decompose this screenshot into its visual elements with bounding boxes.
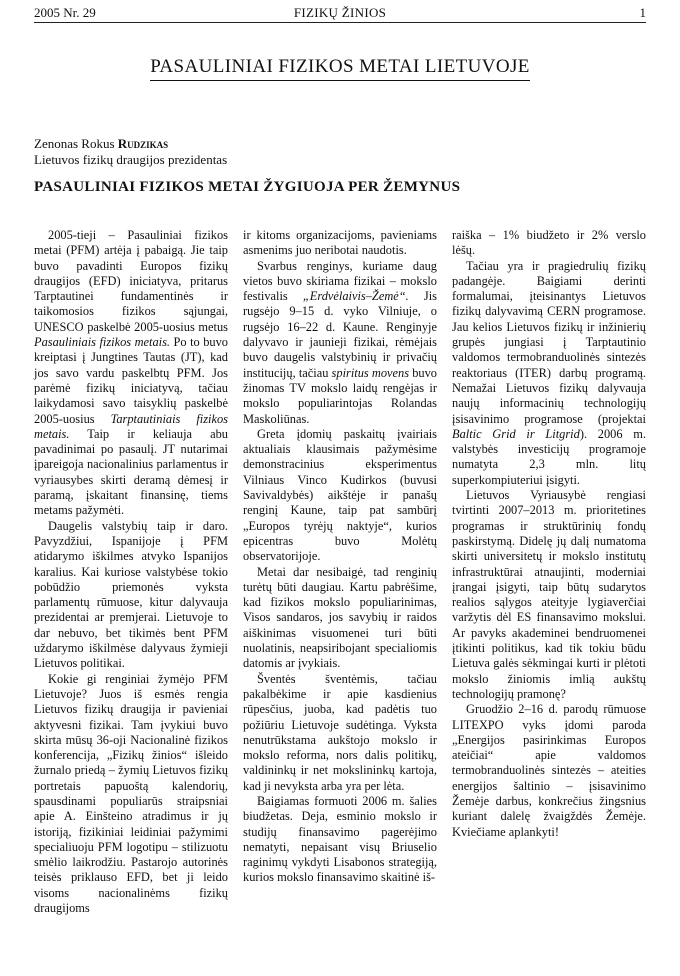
paragraph: Metai dar nesibaigė, tad renginių turėtų būti daugiau. Kartu pabrėšime, kad fizikos mokslo populiarinimas, Visos sandaros, jos savybių ir raidos aiškinimas visuomenei turi būti nuolatinis, neapsiribojant specialiomis datomis ar įvykiais. [243,564,437,671]
paragraph: Kokie gi renginiai žymėjo PFM Lietuvoje? Juos iš esmės rengia Lietuvos fizikų draugija ir pavieniai aktyvesni fizikai. Tam įvykiui buvo skirta mūsų 36-oji Nacionalinė fizikos konferencija, „Fizikų žinios“ išleido žurnalo priedą – žymių Lietuvos fizikų portretais papuoštą kalendorių, spausdinami populiarūs straipsniai apie A. Einšteino atradimus ir jų istoriją, fizikiniai leidiniai pažymimi specialiuoju PFM logotipu – stilizuotu smėlio laikrodžiu. Pastarojo autorinės teisės priklauso EFD, bet ji leido visoms nacionalinėms fizikų draugijoms [34,671,228,916]
author-last-name: Rudzikas [117,136,169,151]
paragraph: Baigiamas formuoti 2006 m. šalies biudžetas. Deja, esminio mokslo ir studijų finansavimo pagerėjimo nematyti, nepaisant visų Briuselio raginimų vykdyti Lisabonos strategiją, kurios mokslo finansavimo skaitinė iš- [243,793,437,885]
article-body [34,228,646,916]
column-1 [34,228,228,916]
paragraph: Daugelis valstybių taip ir daro. Pavyzdžiui, Ispanijoje į PFM atidarymo iškilmes atvyko Ispanijos karalius. Kai kuriose valstybėse tokio pobūdžio priemonės vyksta parlamentų rūmuose, kitur dalyvauja prezidentai ar premjerai. Lietuvoje to dar nebuvo, bet tikimės bent PFM uždarymo iškilmėse dalyvaus žymieji Lietuvos politikai. [34,518,228,671]
paragraph: Greta įdomių paskaitų įvairiais aktualiais klausimais pažymėsime demonstracinius eksperimentus Vilniaus Vinco Kudirkos (buvusi Savivaldybės) aikštėje ir panašų renginį Kaune, taip pat sambūrį „Europos tyrėjų naktyje“, kurios epicentras buvo Molėtų observatorijoje. [243,426,437,564]
author-name [34,136,227,152]
paragraph [34,228,228,519]
text: Tačiau yra ir pragiedrulių fizikų padangėje. Baigiami derinti formalumai, įteisinantys Lietuvos fizikų dalyvavimą CERN programose. Jau kelios Lietuvos fizikų ir inžinierių grupės jungiasi į Tarptautinio valdomos termobranduolinės sintezės reaktoriaus (ITER) darbų programą. Nemažai Lietuvos fizikų dalyvauja naujų informacinių technologijų įsisavinimo programose (projektai [452,258,646,426]
italic-text: „Erdvėlaivis–Žemė“. [302,289,409,304]
issue-number: 2005 Nr. 29 [34,5,96,20]
text: ). 2006 m. valstybės investicijų programoje numatyta 2,3 mln. litų superkompiuteriui įsigyti. [452,426,646,487]
italic-text: Pasauliniais fizikos metais. [34,335,171,350]
text: Po to buvo kreiptasi į Jungtines Tautas (JT), kad jos savo vardu paskelbtų PFM. Jos parėmė fizikų iniciatyvą, tačiau laikydamosi savo taisyklių paskelbė 2005-uosius [34,335,228,426]
column-3 [452,228,646,916]
text: buvo žinomas TV mokslo laidų rengėjas ir mokslo populiarintojas Rolandas Maskoliūnas. [243,365,437,426]
paragraph: Gruodžio 2–16 d. parodų rūmuose LITEXPO vyks įdomi paroda „Energijos pasirinkimas Europos ateičiai“ apie valdomos termobranduolinės sintezės – ateities energijos šaltinio – įsisavinimo Žemėje darbus, konkrečius žingsnius kuriant dalelę žvaigždės Žemėje. Kviečiame aplankyti! [452,702,646,839]
page-header [34,5,646,23]
italic-text: spiritus movens [331,365,410,380]
paragraph [243,259,437,427]
paragraph: ir kitoms organizacijoms, pavieniams asmenims juo neribotai naudotis. [243,228,437,258]
title-block [0,56,680,81]
article-subtitle: PASAULINIAI FIZIKOS METAI ŽYGIUOJA PER ŽEMYNUS [34,179,461,195]
page-title: PASAULINIAI FIZIKOS METAI LIETUVOJE [150,56,530,81]
column-2 [243,228,437,916]
header-rule [34,22,646,23]
paragraph [452,259,646,488]
author-first-name: Zenonas Rokus [34,136,115,151]
italic-text: Tarptautiniais fizikos metais. [34,411,228,441]
author-block [34,136,227,168]
page-number: 1 [639,5,646,20]
text: Jis rugsėjo 9–15 d. vyko Vilniuje, o rugsėjo 16–22 d. Kaune. Renginyje dalyvavo ir jaunieji fizikai, rėmėjais buvo daugelis valstybinių ir privačių institucijų, tačiau [243,289,437,380]
text: Svarbus renginys, kuriame daug vietos buvo skiriama fizikai – mokslo festivalis [243,258,437,304]
journal-name: FIZIKŲ ŽINIOS [293,5,387,20]
italic-text: Baltic Grid ir Litgrid [452,426,580,441]
text: Taip ir keliauja abu pavadinimai po pasaulį. JT nutarimai įpareigoja nacionalinius parlamentus ir vyriausybes skirti deramą dėmesį ir paramą, įskaitant finansinę, tiems metams pažymėti. [34,426,228,518]
paragraph: Šventės šventėmis, tačiau pakalbėkime ir apie kasdienius rūpesčius, juoba, kad padėtis tuo požiūriu Lietuvoje sudėtinga. Vyksta nenutrūkstama aukštojo mokslo ir mokslo reforma, nors dalis politikų, valdininkų ir net mokslininkų kartoja, kad ji nevyksta arba yra per lėta. [243,671,437,793]
paragraph: Lietuvos Vyriausybė rengiasi tvirtinti 2007–2013 m. prioritetines programas ir struktūrinių fondų paskirstymą. Didelę jų dalį numatoma skirti universitetų ir mokslo institutų infrastruktūrai atnaujinti, moderniai įrangai įsigyti, taip būtų sudarytos realios sąlygos ateityje lygiaverčiai varžytis dėl ES finansavimo mokslui. Ar pavyks akademinei bendruomenei įtikinti politikus, kad tik tokiu būdu Lietuva galės sėkmingai kurti ir plėtoti mokslo žiniomis imlią aukštų technologijų pramonę? [452,488,646,701]
text: 2005-tieji – Pasauliniai fizikos metai (PFM) artėja į pabaigą. Jie taip buvo pavadinti Europos fizikų draugijos (EFD) iniciatyva, pritarus Tarptautinei fundamentinės ir taikomosios fizikos sąjungai, UNESCO paskelbė 2005-uosius metus [34,228,228,334]
paragraph: raiška – 1% biudžeto ir 2% verslo lėšų. [452,228,646,258]
author-affiliation: Lietuvos fizikų draugijos prezidentas [34,152,228,167]
